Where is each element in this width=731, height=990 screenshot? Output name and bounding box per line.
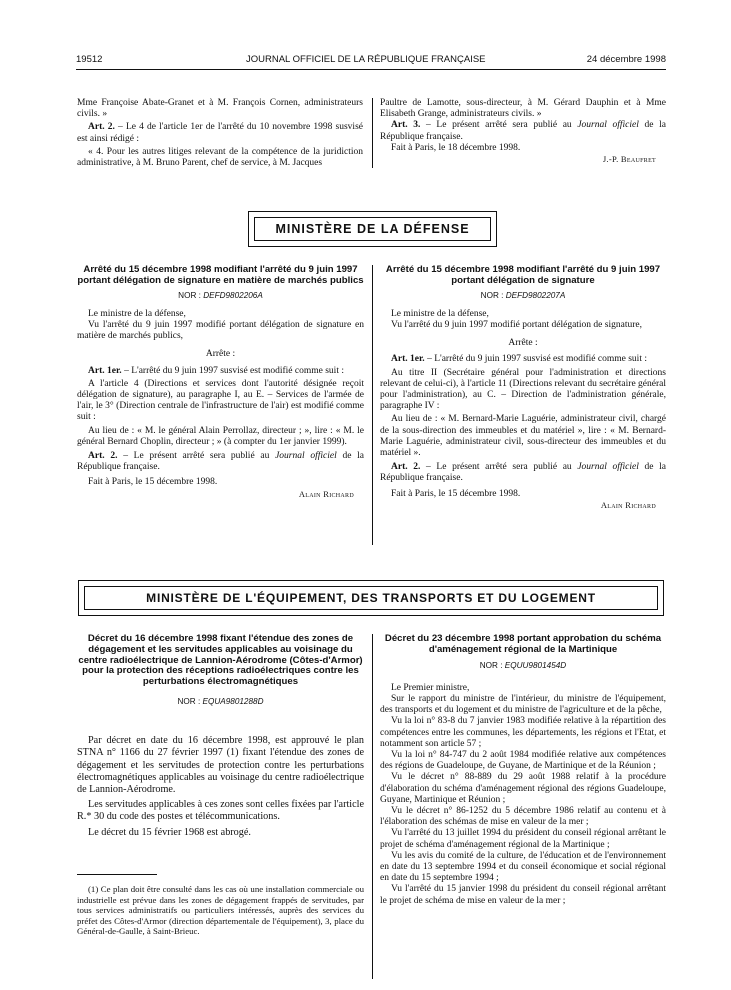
- journal-title: JOURNAL OFFICIEL DE LA RÉPUBLIQUE FRANÇAISE: [246, 54, 486, 65]
- section-heading-equipement: MINISTÈRE DE L'ÉQUIPEMENT, DES TRANSPORTS ET DU LOGEMENT: [84, 586, 658, 610]
- minister-line: Le ministre de la défense,: [88, 308, 186, 319]
- defense-right-column: [380, 265, 666, 511]
- header-rule: [76, 69, 666, 70]
- signature: Alain Richard: [298, 488, 354, 499]
- paragraph: Au titre II (Secrétaire général pour l'administration et directions relevant de celui-ci), à l'article 11 (Directions relevant du secrétaire général pour l'administration), au C. – Direction de l'administration générale, paragraphe IV :: [380, 367, 666, 412]
- nor-reference: NOR : DEFD9802206A: [178, 290, 263, 300]
- footnote-rule: [77, 874, 157, 875]
- article-1: Art. 1er. – L'arrêté du 9 juin 1997 susvisé est modifié comme suit :: [391, 354, 647, 365]
- paragraph: A l'article 4 (Directions et services dont l'autorité désignée reçoit délégation de signature), au paragraphe I, au E. – Services de l'armée de l'air, le 3° (Direction centrale de l'infrastructure de l'air) est modifié comme suit :: [77, 378, 364, 423]
- paragraph: Par décret en date du 16 décembre 1998, est approuvé le plan STNA n° 1166 du 27 février 1997 (1) fixant l'étendue des zones de dégagement et les servitudes de protection contre les perturbations électromagnétiques applicables au voisinage du centre radioélectrique de Lannion-Aérodrome.: [77, 735, 364, 795]
- issue-date: 24 décembre 1998: [586, 54, 666, 65]
- page-number: 19512: [76, 54, 103, 65]
- article-1: Art. 1er. – L'arrêté du 9 juin 1997 susvisé est modifié comme suit :: [88, 365, 344, 376]
- article-3: Art. 3. – Le présent arrêté sera publié au Journal officiel de la République française.: [380, 120, 667, 142]
- visa-paragraph: Vu les avis du comité de la culture, de l'éducation et de l'environnement en date du 13 septembre 1994 et du conseil économique et social régional en date du 15 septembre 1994 ;: [380, 850, 666, 884]
- page-header: [76, 54, 666, 68]
- top-right-column: [380, 98, 666, 165]
- visa-paragraph: Vu l'arrêté du 9 juin 1997 modifié portant délégation de signature en matière de marchés publics,: [77, 320, 364, 342]
- section-heading-defense: MINISTÈRE DE LA DÉFENSE: [254, 217, 491, 241]
- visa-paragraph: Vu l'arrêté du 9 juin 1997 modifié portant délégation de signature,: [391, 320, 642, 330]
- visa-paragraph: Vu la loi n° 83-8 du 7 janvier 1983 modifiée relative à la répartition des compétences entre les communes, les départements, les régions et l'Etat, et notamment son article 57 ;: [380, 716, 666, 749]
- paragraph: Au lieu de : « M. le général Alain Perrollaz, directeur ; », lire : « M. le général Bernard Choplin, directeur ; » (à compter du 1er janvier 1999).: [77, 425, 364, 447]
- paragraph: Les servitudes applicables à ces zones sont celles fixées par l'article R.* 30 du code des postes et télécommunications.: [77, 799, 364, 823]
- decree-title: Arrêté du 15 décembre 1998 modifiant l'arrêté du 9 juin 1997 portant délégation de signature en matière de marchés publics: [77, 264, 364, 286]
- arrete-line: Arrête :: [205, 349, 236, 360]
- continued-text: Paultre de Lamotte, sous-directeur, à M. Gérard Dauphin et à Mme Elisabeth Grange, administrateurs civils. »: [380, 98, 666, 120]
- article-2: Art. 2. – Le 4 de l'article 1er de l'arrêté du 10 novembre 1998 susvisé est ainsi rédigé :: [77, 122, 363, 144]
- done-at: Fait à Paris, le 18 décembre 1998.: [391, 142, 521, 153]
- visa-paragraph: Vu le décret n° 88-889 du 29 août 1988 relatif à la procédure d'élaboration du schéma d'aménagement régional des régions Guadeloupe, Guyane, Martinique et Réunion ;: [380, 772, 666, 805]
- decree-title: Arrêté du 15 décembre 1998 modifiant l'arrêté du 9 juin 1997 portant délégation de signature: [385, 264, 661, 286]
- column-divider: [372, 265, 373, 545]
- visa-paragraph: Vu l'arrêté du 15 janvier 1998 du président du conseil régional arrêtant le projet de schéma de mise en valeur de la mer ;: [380, 884, 666, 906]
- done-at: Fait à Paris, le 15 décembre 1998.: [391, 488, 521, 499]
- paragraph: Le décret du 15 février 1968 est abrogé.: [88, 826, 251, 838]
- signature: Alain Richard: [600, 499, 656, 510]
- footnote: (1) Ce plan doit être consulté dans les cas où une installation commerciale ou industrielle est prévue dans les zones de dégagement frappés de servitudes, par tous services administratifs ou particuliers intéressés, auprès des services du préfet des Côtes-d'Armor (direction départementale de l'équipement), 3, place du Général-de-Gaulle, à Saint-Brieuc.: [77, 884, 364, 937]
- nor-reference: NOR : EQUA9801288D: [177, 696, 264, 706]
- arrete-line: Arrête :: [508, 338, 538, 349]
- signature: J.-P. Beaufret: [602, 154, 656, 165]
- minister-line: Le ministre de la défense,: [391, 308, 489, 319]
- quoted-paragraph: « 4. Pour les autres litiges relevant de la compétence de la juridiction administrative, à M. Bruno Parent, chef de service, à M. Jacques: [77, 146, 363, 169]
- visa-paragraph: Vu la loi n° 84-747 du 2 août 1984 modifiée relative aux compétences des régions de Guadeloupe, de Guyane, de Martinique et de la Réunion ;: [380, 750, 666, 772]
- minister-line: Le Premier ministre,: [391, 682, 470, 693]
- decree-title: Décret du 23 décembre 1998 portant approbation du schéma d'aménagement régional de la Martinique: [384, 633, 662, 655]
- nor-reference: NOR : DEFD9802207A: [480, 290, 566, 300]
- visa-paragraph: Vu l'arrêté du 13 juillet 1994 du président du conseil régional arrêtant le projet de schéma d'aménagement régional de la Martinique ;: [380, 828, 666, 850]
- article-2: Art. 2. – Le présent arrêté sera publié au Journal officiel de la République française.: [380, 462, 667, 484]
- done-at: Fait à Paris, le 15 décembre 1998.: [88, 477, 218, 488]
- visa-paragraph: Sur le rapport du ministre de l'intérieur, du ministre de l'équipement, des transports et du logement et du ministre de l'agriculture et de la pêche,: [380, 694, 666, 716]
- continued-text: Mme Françoise Abate-Granet et à M. François Cornen, administrateurs civils. »: [77, 98, 363, 120]
- top-left-column: [77, 98, 363, 169]
- visa-paragraph: Vu le décret n° 86-1252 du 5 décembre 1986 relatif au contenu et à l'élaboration des schémas de mise en valeur de la mer ;: [380, 806, 666, 828]
- equipement-left-column: [77, 634, 364, 839]
- article-2: Art. 2. – Le présent arrêté sera publié au Journal officiel de la République française.: [77, 451, 364, 473]
- column-divider: [372, 98, 373, 168]
- nor-reference: NOR : EQUU9801454D: [479, 660, 567, 670]
- decree-title: Décret du 16 décembre 1998 fixant l'étendue des zones de dégagement et les servitudes applicables au voisinage du centre radioélectrique de Lannion-Aérodrome (Côtes-d'Armor) pour la protection des réceptions radioélectriques contre les perturbations électromagnétiques: [78, 633, 363, 688]
- equipement-right-column: [380, 634, 666, 907]
- paragraph: Au lieu de : « M. Bernard-Marie Laguérie, administrateur civil, chargé de la sous-direction des immeubles et du matériel », lire : « M. Bernard-Marie Laguérie, administrateur civil, sous-directeur des immeubles et du matériel ».: [380, 414, 666, 459]
- defense-left-column: [77, 265, 364, 500]
- column-divider: [372, 634, 373, 979]
